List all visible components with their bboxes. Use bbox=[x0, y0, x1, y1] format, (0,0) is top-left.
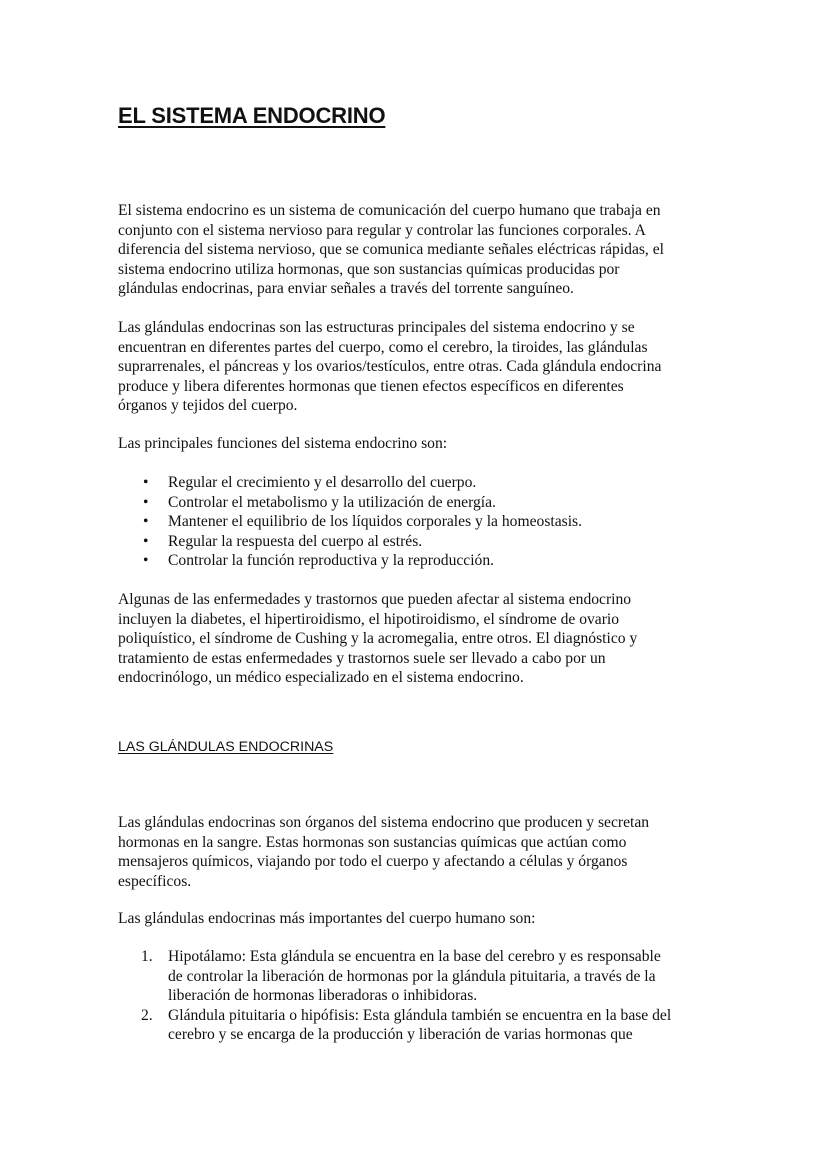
list-item bbox=[118, 532, 713, 552]
functions-list bbox=[118, 473, 713, 571]
list-item bbox=[118, 473, 713, 493]
list-item bbox=[118, 947, 718, 1006]
paragraph-line: hormonas en la sangre. Estas hormonas son sustancias químicas que actúan como bbox=[118, 833, 627, 851]
section2-paragraph bbox=[118, 813, 713, 891]
paragraph-line: Algunas de las enfermedades y trastornos que pueden afectar al sistema endocrino bbox=[118, 591, 632, 608]
paragraph-line: conjunto con el sistema nervioso para regular y controlar las funciones corporales. A bbox=[118, 221, 646, 239]
important-glands-list bbox=[118, 947, 718, 1045]
list-item-line: liberación de hormonas liberadoras o inhibidoras. bbox=[168, 987, 478, 1005]
paragraph-line: encuentran en diferentes partes del cuerpo, como el cerebro, la tiroides, las glándulas bbox=[118, 338, 648, 356]
paragraph-line: incluyen la diabetes, el hipertiroidismo, el hipotiroidismo, el síndrome de ovario bbox=[118, 610, 620, 628]
list-item-line: Glándula pituitaria o hipófisis: Esta glándula también se encuentra en la base del bbox=[168, 1006, 672, 1024]
paragraph-line: produce y libera diferentes hormonas que tienen efectos específicos en diferentes bbox=[118, 377, 624, 395]
list-item bbox=[118, 512, 713, 532]
section-title: LAS GLÁNDULAS ENDOCRINAS bbox=[118, 739, 334, 755]
bullet-icon: • bbox=[143, 513, 149, 531]
bullet-icon: • bbox=[143, 532, 149, 550]
document-title: EL SISTEMA ENDOCRINO bbox=[118, 103, 386, 128]
diseases-paragraph bbox=[118, 590, 713, 688]
important-glands-intro: Las glándulas endocrinas más importantes del cuerpo humano son: bbox=[118, 910, 536, 927]
list-item-line: de controlar la liberación de hormonas por la glándula pituitaria, a través de la bbox=[168, 967, 656, 985]
intro-paragraph bbox=[118, 201, 713, 299]
list-item-text: Controlar el metabolismo y la utilización de energía. bbox=[168, 493, 496, 511]
list-item-line: cerebro y se encarga de la producción y liberación de varias hormonas que bbox=[168, 1026, 633, 1044]
list-item bbox=[118, 1006, 718, 1045]
list-item bbox=[118, 551, 713, 571]
list-item bbox=[118, 493, 713, 513]
bullet-icon: • bbox=[143, 552, 149, 570]
list-item-text: Controlar la función reproductiva y la reproducción. bbox=[168, 552, 495, 570]
paragraph-line: poliquístico, el síndrome de Cushing y la acromegalia, entre otros. El diagnóstico y bbox=[118, 630, 638, 648]
paragraph-line: Las glándulas endocrinas son órganos del sistema endocrino que producen y secretan bbox=[118, 814, 650, 831]
list-item-text: Regular el crecimiento y el desarrollo del cuerpo. bbox=[168, 474, 477, 491]
paragraph-line: tratamiento de estas enfermedades y trastornos suele ser llevado a cabo por un bbox=[118, 649, 606, 667]
paragraph-line: órganos y tejidos del cuerpo. bbox=[118, 397, 298, 415]
functions-intro: Las principales funciones del sistema endocrino son: bbox=[118, 435, 448, 452]
list-number: 1. bbox=[141, 948, 153, 965]
glands-paragraph bbox=[118, 318, 713, 416]
bullet-icon: • bbox=[143, 493, 149, 511]
bullet-icon: • bbox=[143, 474, 149, 491]
paragraph-line: sistema endocrino utiliza hormonas, que son sustancias químicas producidas por bbox=[118, 260, 620, 278]
paragraph-line: endocrinólogo, un médico especializado en el sistema endocrino. bbox=[118, 669, 524, 687]
list-item-text: Mantener el equilibrio de los líquidos corporales y la homeostasis. bbox=[168, 513, 583, 531]
paragraph-line: diferencia del sistema nervioso, que se comunica mediante señales eléctricas rápidas, el bbox=[118, 241, 664, 259]
list-item-text: Regular la respuesta del cuerpo al estrés. bbox=[168, 532, 423, 550]
paragraph-line: glándulas endocrinas, para enviar señales a través del torrente sanguíneo. bbox=[118, 280, 574, 298]
paragraph-line: específicos. bbox=[118, 872, 192, 890]
paragraph-line: suprarrenales, el páncreas y los ovarios/testículos, entre otras. Cada glándula endocrina bbox=[118, 358, 662, 376]
list-number: 2. bbox=[141, 1006, 153, 1024]
paragraph-line: Las glándulas endocrinas son las estructuras principales del sistema endocrino y se bbox=[118, 319, 635, 336]
paragraph-line: mensajeros químicos, viajando por todo el cuerpo y afectando a células y órganos bbox=[118, 853, 628, 871]
list-item-line: Hipotálamo: Esta glándula se encuentra en la base del cerebro y es responsable bbox=[168, 948, 661, 965]
paragraph-line: El sistema endocrino es un sistema de comunicación del cuerpo humano que trabaja en bbox=[118, 202, 661, 219]
